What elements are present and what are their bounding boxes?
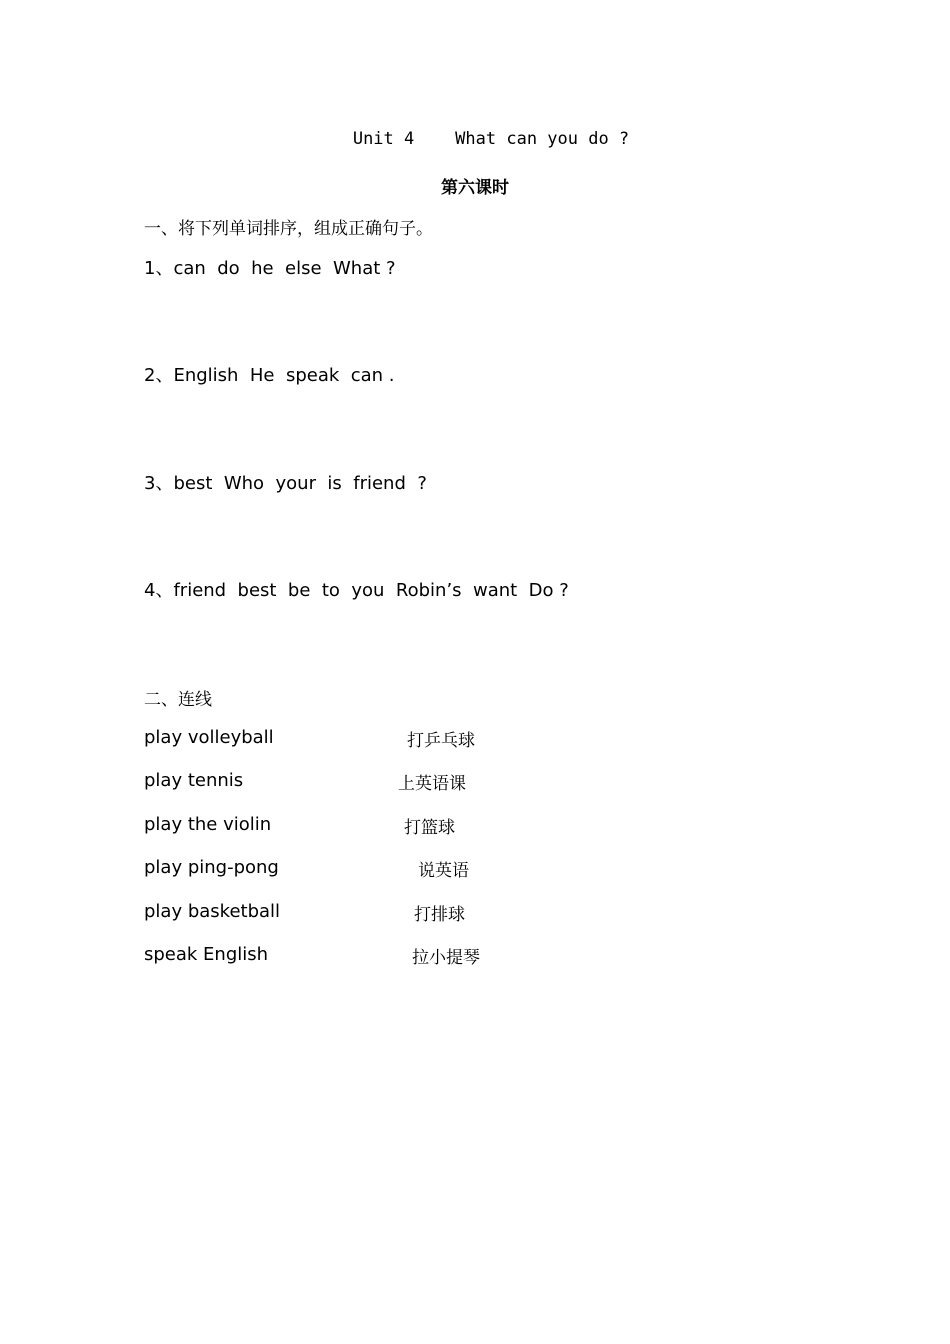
match-left-item: play tennis [144,770,244,791]
match-right-item: 打篮球 [404,818,455,838]
question-1: 1、can do he else What ? [144,258,396,279]
match-right-item: 说英语 [418,861,469,881]
page-subtitle: 第六课时 [441,178,509,198]
section-1-heading: 一、将下列单词排序，组成正确句子。 [144,219,433,239]
match-right-item: 拉小提琴 [412,948,480,968]
question-3: 3、best Who your is friend ? [144,473,427,494]
question-4: 4、friend best be to you Robin’s want Do ? [144,580,569,601]
match-left-item: play the violin [144,814,272,835]
match-right-item: 上英语课 [398,774,466,794]
match-right-item: 打排球 [414,905,465,925]
section-2-heading: 二、连线 [144,690,212,710]
match-left-item: play ping-pong [144,857,279,878]
match-left-item: speak English [144,944,269,965]
question-2: 2、English He speak can . [144,365,395,386]
page-title: Unit 4 What can you do ? [352,129,630,149]
match-left-item: play basketball [144,901,281,922]
match-left-item: play volleyball [144,727,274,748]
match-right-item: 打乒乓球 [407,731,475,751]
